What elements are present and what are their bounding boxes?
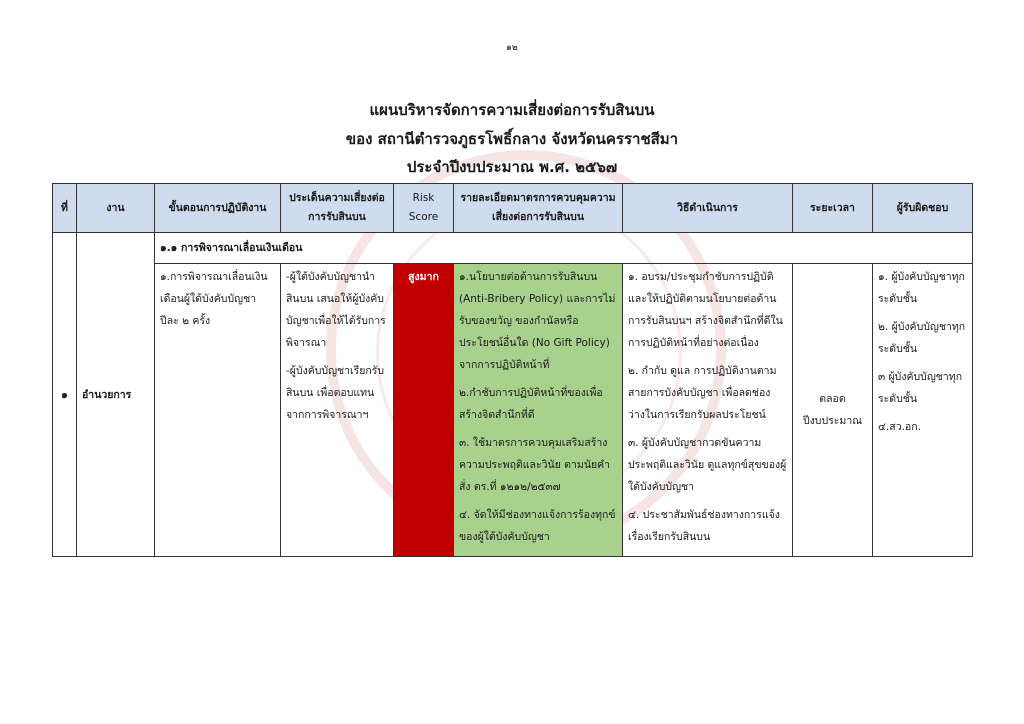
table-header-row [53,184,973,233]
header-no: ที่ [53,184,77,233]
header-measure: รายละเอียดมาตรการควบคุมความเสี่ยงต่อการรับสินบน [454,184,623,233]
header-issue: ประเด็นความเสี่ยงต่อการรับสินบน [281,184,394,233]
table-row [53,264,973,557]
work-unit: อำนวยการ [77,233,155,557]
page-number: ๑๒ [506,43,518,53]
time-cell: ตลอดปีงบประมาณ [793,264,873,557]
measure-item: ๔. จัดให้มีช่องทางแจ้งการร้องทุกข์ของผู้ใต้บังคับบัญชา [459,509,616,543]
header-work: งาน [77,184,155,233]
document-title: แผนบริหารจัดการความเสี่ยงต่อการรับสินบน [369,101,655,119]
header-risk-score: Risk Score [394,184,454,233]
measure-item: ๓. ใช้มาตรการควบคุมเสริมสร้างความประพฤติและวินัย ตามนัยคำสั่ง ตร.ที่ ๑๒๑๒/๒๕๓๗ [459,437,611,493]
method-item: ๑. อบรม/ประชุมกำชับการปฏิบัติ และให้ปฏิบัติตามนโยบายต่อต้านการรับสินบนฯ สร้างจิตสำนึกที่ดีในการปฏิบัติหน้าที่อย่างต่อเนื่อง [628,271,783,349]
risk-plan-table [52,183,973,557]
owner-item: ๒. ผู้บังคับบัญชาทุกระดับชั้น [878,321,966,355]
method-cell [623,264,793,557]
measure-item: ๑.นโยบายต่อต้านการรับสินบน (Anti-Bribery Policy) และการไม่รับของขวัญ ของกำนัลหรือประโยชน์อื่นใด (No Gift Policy) จากการปฏิบัติหน้าที่ [459,271,616,371]
method-item: ๔. ประชาสัมพันธ์ช่องทางการแจ้งเรื่องเรียกรับสินบน [628,509,780,543]
risk-score-badge: สูงมาก [394,264,454,557]
method-item: ๒. กำกับ ดูแล การปฏิบัติงานตามสายการบังคับบัญชา เพื่อลดช่องว่างในการเรียกรับผลประโยชน์ [628,365,777,421]
header-method: วิธีดำเนินการ [623,184,793,233]
issue-item: -ผู้ใต้บังคับบัญชานำสินบน เสนอให้ผู้บังคับบัญชาเพื่อให้ได้รับการพิจารณา [286,271,386,349]
owner-item: ๔.สว.อก. [878,421,921,433]
step-cell: ๑.การพิจารณาเลื่อนเงินเดือนผู้ใต้บังคับบัญชา ปีละ ๒ ครั้ง [155,264,281,557]
header-owner: ผู้รับผิดชอบ [873,184,973,233]
owner-cell [873,264,973,557]
section-row [53,233,973,264]
header-step: ขั้นตอนการปฏิบัติงาน [155,184,281,233]
fiscal-year-title: ประจำปีงบประมาณ พ.ศ. ๒๕๖๗ [406,158,618,176]
issue-cell [281,264,394,557]
document-subtitle: ของ สถานีตำรวจภูธรโพธิ์กลาง จังหวัดนครราชสีมา [345,130,679,148]
method-item: ๓. ผู้บังคับบัญชากวดขันความประพฤติและวินัย ดูแลทุกข์สุขของผู้ใต้บังคับบัญชา [628,437,787,493]
owner-item: ๓ ผู้บังคับบัญชาทุกระดับชั้น [878,371,963,405]
measure-item: ๒.กำชับการปฏิบัติหน้าที่ของเพื่อสร้างจิตสำนึกที่ดี [459,387,603,421]
measure-cell [454,264,623,557]
section-title: ๑.๑ การพิจารณาเลื่อนเงินเดือน [155,233,973,264]
row-number: ๑ [53,233,77,557]
issue-item: -ผู้บังคับบัญชาเรียกรับสินบน เพื่อตอบแทนจากการพิจารณาฯ [286,365,385,421]
owner-item: ๑. ผู้บังคับบัญชาทุกระดับชั้น [878,271,965,305]
header-time: ระยะเวลา [793,184,873,233]
